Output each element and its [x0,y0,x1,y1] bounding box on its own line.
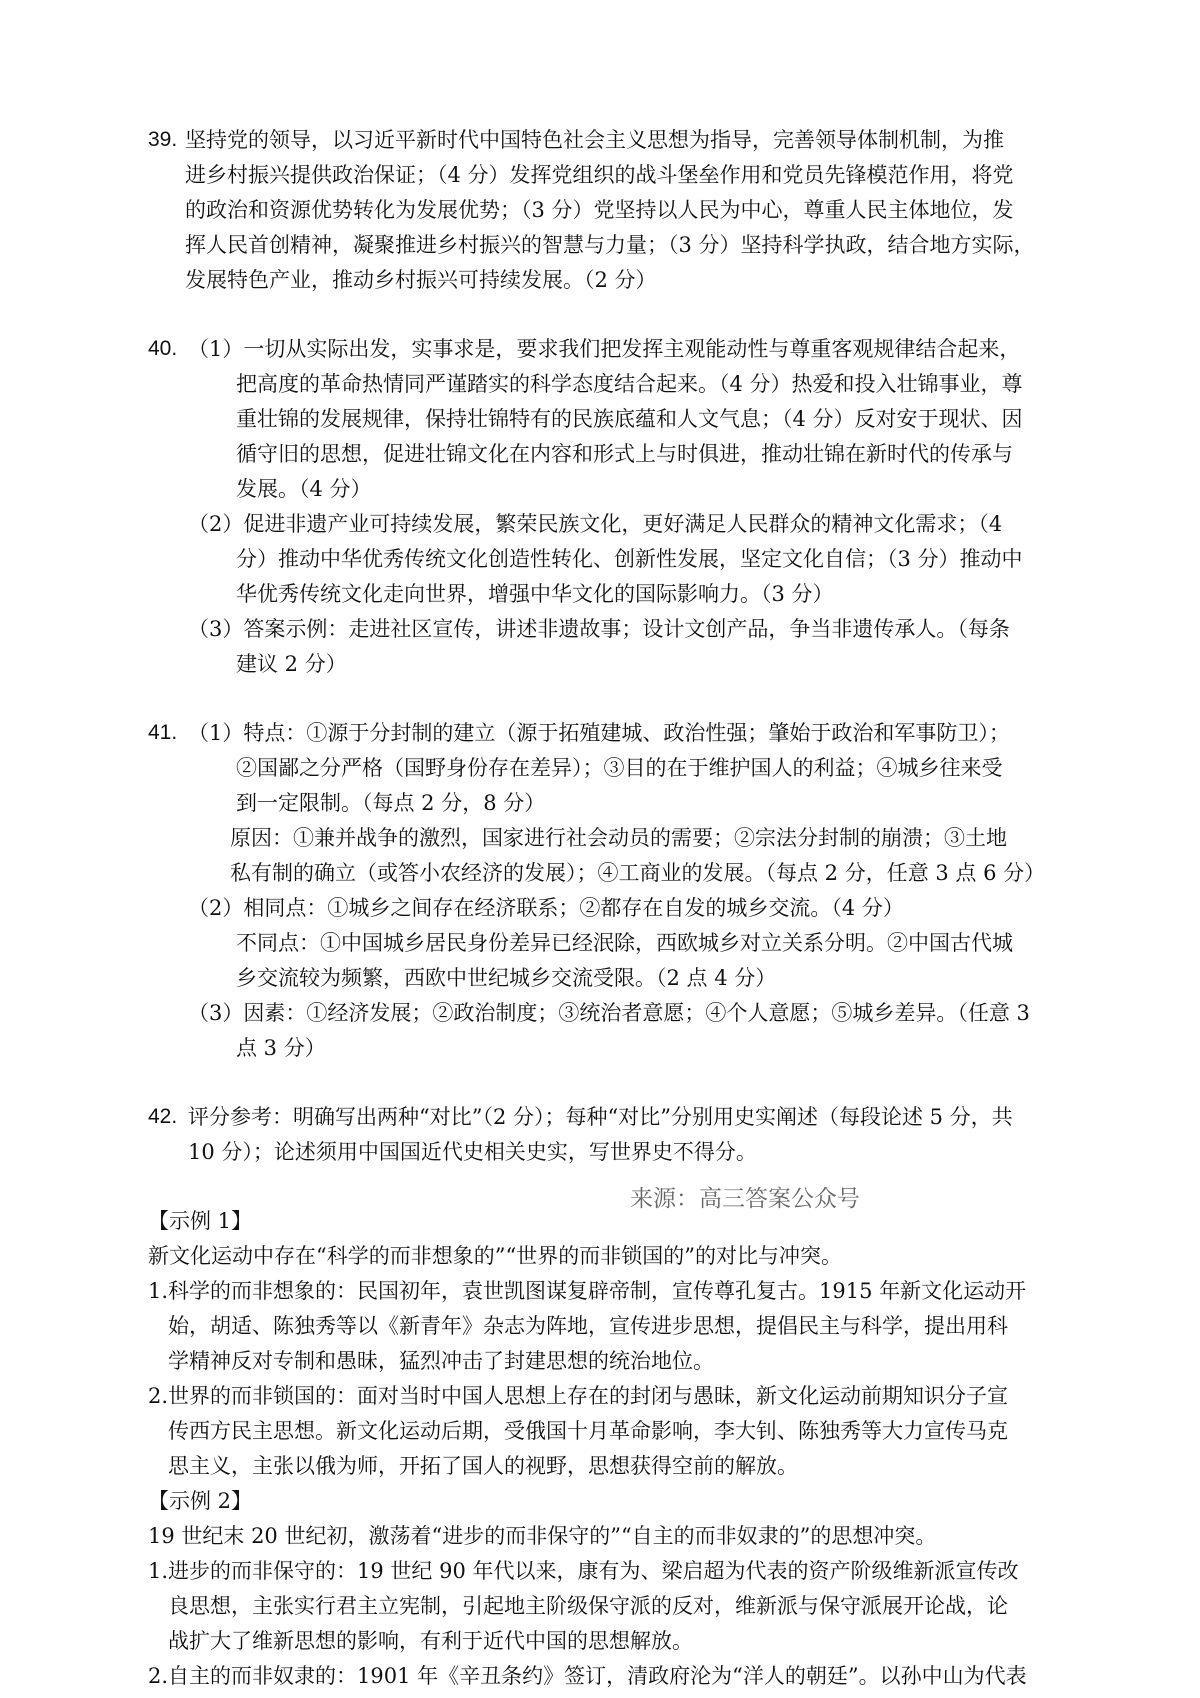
question-number-40: 40. [148,337,178,360]
answer-40-line: （2）促进非遗产业可持续发展，繁荣民族文化，更好满足人民群众的精神文化需求；（4 [188,512,1003,536]
answer-40-line: （1）一切从实际出发，实事求是，要求我们把发挥主观能动性与尊重客观规律结合起来， [188,337,1021,361]
question-number-42: 42. [148,1105,178,1128]
answer-39-line: 发展特色产业，推动乡村振兴可持续发展。（2 分） [185,268,657,292]
example-2-item-line: 1.进步的而非保守的：19 世纪 90 年代以来，康有为、梁启超为代表的资产阶级维新派宣传改 [148,1559,1019,1583]
answer-41-line: 原因：①兼并战争的激烈，国家进行社会动员的需要；②宗法分封制的崩溃；③土地 [230,826,1007,850]
answer-41-line: 点 3 分） [236,1036,326,1060]
source-watermark: 来源：高三答案公众号 [630,1186,860,1212]
example-1-item-line: 始，胡适、陈独秀等以《新青年》杂志为阵地，宣传进步思想，提倡民主与科学，提出用科 [168,1314,1008,1338]
answer-40-line: 华优秀传统文化走向世界，增强中华文化的国际影响力。（3 分） [236,582,834,606]
example-1-item-line: 学精神反对专制和愚昧，猛烈冲击了封建思想的统治地位。 [168,1349,714,1373]
answer-42-line: 评分参考：明确写出两种“对比”（2 分）；每种“对比”分别用史实阐述（每段论述 5 分，共 [188,1105,1013,1129]
answer-41-line: 到一定限制。（每点 2 分，8 分） [236,791,546,815]
example-2-item-line: 2.自主的而非奴隶的：1901 年《辛丑条约》签订，清政府沦为“洋人的朝廷”。以孙中山为代表 [148,1664,1027,1688]
answer-39-line: 的政治和资源优势转化为发展优势；（3 分）党坚持以人民为中心，尊重人民主体地位，发 [185,198,1014,222]
example-1-item-line: 1.科学的而非想象的：民国初年，袁世凯图谋复辟帝制，宣传尊孔复古。1915 年新文化运动开 [148,1279,1027,1303]
answer-40-line: 循守旧的思想，促进壮锦文化在内容和形式上与时俱进，推动壮锦在新时代的传承与 [236,442,1013,466]
answer-41-line: （3）因素：①经济发展；②政治制度；③统治者意愿；④个人意愿；⑤城乡差异。（任意 3 [188,1001,1030,1025]
example-2-heading: 【示例 2】 [148,1489,253,1513]
answer-39-line: 挥人民首创精神，凝聚推进乡村振兴的智慧与力量；（3 分）坚持科学执政，结合地方实际， [185,233,1035,257]
answer-40-line: 建议 2 分） [236,652,347,676]
question-number-39: 39. [148,128,178,151]
answer-40-line: 发展。（4 分） [236,477,372,501]
answer-40-line: 重壮锦的发展规律，保持壮锦特有的民族底蕴和人文气息；（4 分）反对安于现状、因 [236,407,1023,431]
answer-41-line: 不同点：①中国城乡居民身份差异已经泯除，西欧城乡对立关系分明。②中国古代城 [236,931,1013,955]
example-1-heading: 【示例 1】 [148,1209,253,1233]
answer-39-line: 坚持党的领导，以习近平新时代中国特色社会主义思想为指导，完善领导体制机制，为推 [185,128,1004,152]
answer-39-line: 进乡村振兴提供政治保证；（4 分）发挥党组织的战斗堡垒作用和党员先锋模范作用，将党 [185,163,1014,187]
example-2-intro: 19 世纪末 20 世纪初，激荡着“进步的而非保守的”“自主的而非奴隶的”的思想冲突。 [148,1524,937,1548]
answer-42-line: 10 分）；论述须用中国国近代史相关史实，写世界史不得分。 [188,1140,757,1164]
question-number-41: 41. [148,721,178,744]
example-1-item-line: 2.世界的而非锁国的：面对当时中国人思想上存在的封闭与愚昧，新文化运动前期知识分子宣 [148,1384,1009,1408]
answer-41-line: （1）特点：①源于分封制的建立（源于拓殖建城、政治性强；肇始于政治和军事防卫）； [188,721,1010,745]
answer-40-line: 把高度的革命热情同严谨踏实的科学态度结合起来。（4 分）热爱和投入壮锦事业，尊 [236,372,1023,396]
example-1-item-line: 思主义，主张以俄为师，开拓了国人的视野，思想获得空前的解放。 [168,1454,798,1478]
example-2-item-line: 良思想，主张实行君主立宪制，引起地主阶级保守派的反对，维新派与保守派展开论战，论 [168,1594,1008,1618]
answer-41-line: （2）相同点：①城乡之间存在经济联系；②都存在自发的城乡交流。（4 分） [188,896,904,920]
answer-40-line: （3）答案示例：走进社区宣传，讲述非遗故事；设计文创产品，争当非遗传承人。（每条 [188,617,1010,641]
example-2-item-line: 战扩大了维新思想的影响，有利于近代中国的思想解放。 [168,1629,693,1653]
answer-41-line: ②国鄙之分严格（国野身份存在差异）；③目的在于维护国人的利益；④城乡往来受 [236,756,1003,780]
answer-41-line: 私有制的确立（或答小农经济的发展）；④工商业的发展。（每点 2 分，任意 3 点 6 分） [230,861,1046,885]
example-1-item-line: 传西方民主思想。新文化运动后期，受俄国十月革命影响，李大钊、陈独秀等大力宣传马克 [168,1419,1008,1443]
answer-41-line: 乡交流较为频繁，西欧中世纪城乡交流受限。（2 点 4 分） [236,966,777,990]
example-1-intro: 新文化运动中存在“科学的而非想象的”“世界的而非锁国的”的对比与冲突。 [148,1244,842,1268]
answer-40-line: 分）推动中华优秀传统文化创造性转化、创新性发展，坚定文化自信；（3 分）推动中 [236,547,1023,571]
